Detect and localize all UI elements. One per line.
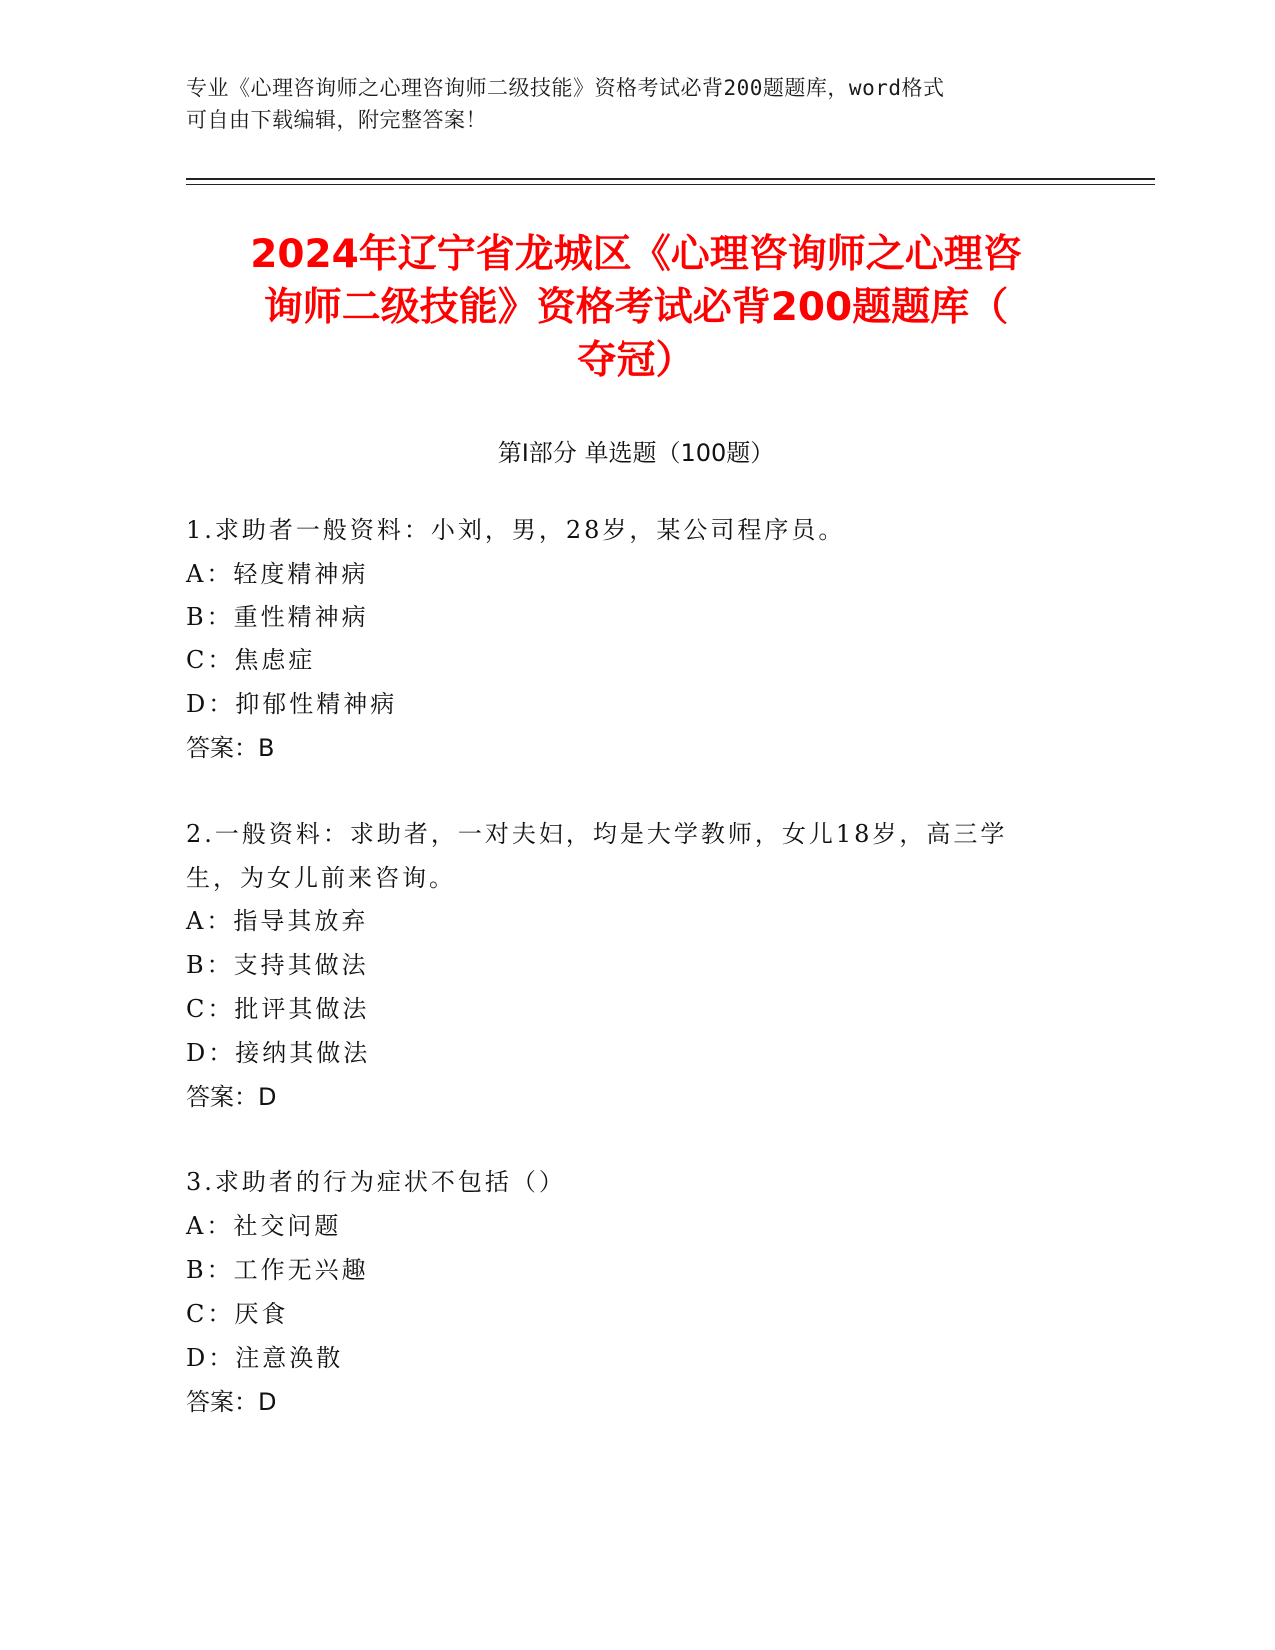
header-note: [186, 72, 1086, 136]
question-3-answer: 答案：D: [186, 1388, 277, 1416]
header-note-line-1: 专业《心理咨询师之心理咨询师二级技能》资格考试必背200题题库，word格式: [186, 76, 945, 100]
title-line-2: 询师二级技能》资格考试必背200题题库（: [263, 285, 1009, 330]
question-3-option-d: D：注意涣散: [186, 1344, 344, 1372]
question-2-option-d: D：接纳其做法: [186, 1039, 371, 1067]
question-3-option-b: B：工作无兴趣: [186, 1256, 369, 1284]
title-line-3: 夺冠）: [577, 338, 695, 383]
question-3-option-a: A：社交问题: [186, 1212, 342, 1240]
question-2-text-line-2: 生，为女儿前来咨询。: [186, 864, 456, 892]
question-1-option-a: A：轻度精神病: [186, 560, 369, 588]
question-2-option-b: B：支持其做法: [186, 951, 369, 979]
question-2-option-a: A：指导其放弃: [186, 907, 369, 935]
header-note-line-2: 可自由下载编辑，附完整答案！: [186, 108, 487, 132]
question-1-option-b: B：重性精神病: [186, 603, 369, 631]
question-1-answer: 答案：B: [186, 734, 275, 762]
title-line-1: 2024年辽宁省龙城区《心理咨询师之心理咨: [250, 232, 1022, 277]
question-2-option-c: C：批评其做法: [186, 995, 370, 1023]
document-title: [186, 228, 1086, 387]
question-1-text: 1.求助者一般资料：小刘，男，28岁，某公司程序员。: [186, 516, 846, 544]
header-divider-thick: [186, 178, 1155, 180]
question-1-option-c: C：焦虑症: [186, 646, 316, 674]
section-heading: 第Ⅰ部分 单选题（100题）: [497, 439, 775, 467]
question-3-option-c: C：厌食: [186, 1300, 289, 1328]
question-1-option-d: D：抑郁性精神病: [186, 690, 398, 718]
question-2-text-line-1: 2.一般资料：求助者，一对夫妇，均是大学教师，女儿18岁，高三学: [186, 820, 1008, 848]
question-2-answer: 答案：D: [186, 1083, 277, 1111]
header-divider-thin: [186, 184, 1155, 185]
question-3-text: 3.求助者的行为症状不包括（）: [186, 1168, 566, 1196]
